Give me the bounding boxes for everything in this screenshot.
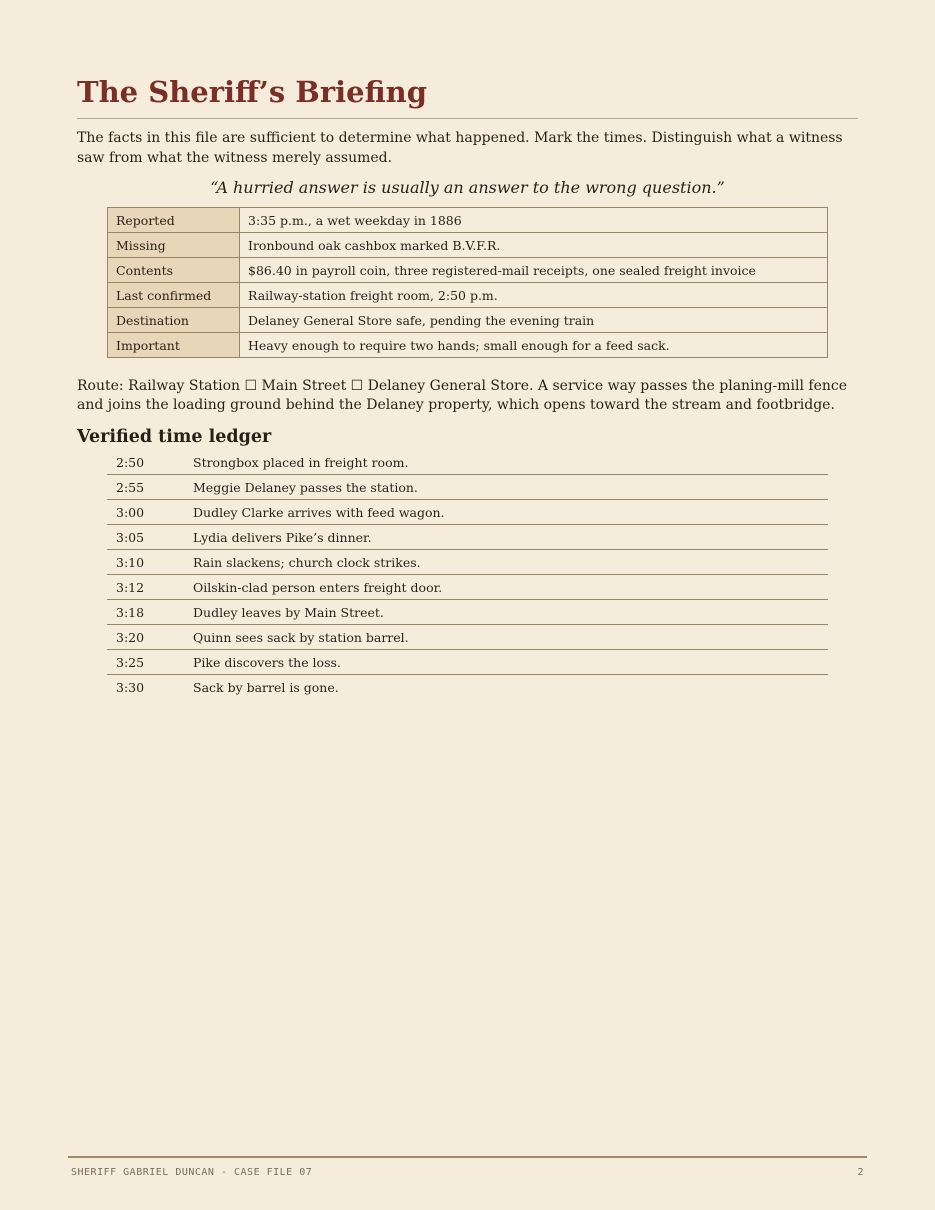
ledger-event: Pike discovers the loss. (193, 654, 341, 670)
table-row (108, 333, 828, 358)
briefing-page (77, 72, 858, 699)
table-row (108, 308, 828, 333)
ledger-time: 3:18 (116, 604, 145, 620)
fact-key: Missing (108, 233, 240, 258)
list-item (107, 600, 828, 625)
ledger-event: Meggie Delaney passes the station. (193, 479, 418, 495)
fact-key: Important (108, 333, 240, 358)
ledger-time: 2:50 (116, 454, 145, 470)
list-item (107, 500, 828, 525)
time-ledger (107, 450, 828, 699)
ledger-event: Lydia delivers Pike’s dinner. (193, 529, 372, 545)
page-footer (68, 1156, 867, 1178)
ledger-event: Sack by barrel is gone. (193, 679, 339, 695)
list-item (107, 675, 828, 699)
fact-value: 3:35 p.m., a wet weekday in 1886 (240, 208, 828, 233)
ledger-time: 3:05 (116, 529, 145, 545)
table-row (108, 283, 828, 308)
fact-key: Reported (108, 208, 240, 233)
ledger-time: 3:00 (116, 504, 145, 520)
ledger-time: 3:10 (116, 554, 145, 570)
ledger-event: Dudley Clarke arrives with feed wagon. (193, 504, 445, 520)
ledger-event: Dudley leaves by Main Street. (193, 604, 384, 620)
ledger-event: Strongbox placed in freight room. (193, 454, 409, 470)
ledger-time: 3:25 (116, 654, 145, 670)
list-item (107, 650, 828, 675)
fact-value: Heavy enough to require two hands; small enough for a feed sack. (240, 333, 828, 358)
ledger-time: 3:20 (116, 629, 145, 645)
fact-value: Delaney General Store safe, pending the evening train (240, 308, 828, 333)
footer-case-label: SHERIFF GABRIEL DUNCAN - CASE FILE 07 (71, 1167, 313, 1178)
ledger-event: Rain slackens; church clock strikes. (193, 554, 421, 570)
epigraph-quote: “A hurried answer is usually an answer to the wrong question.” (210, 178, 725, 197)
list-item (107, 525, 828, 550)
list-item (107, 575, 828, 600)
list-item (107, 450, 828, 475)
fact-key: Contents (108, 258, 240, 283)
list-item (107, 475, 828, 500)
ledger-event: Quinn sees sack by station barrel. (193, 629, 409, 645)
ledger-time: 2:55 (116, 479, 145, 495)
table-row (108, 258, 828, 283)
table-row (108, 233, 828, 258)
table-row (108, 208, 828, 233)
page-number: 2 (857, 1167, 864, 1178)
list-item (107, 550, 828, 575)
intro-paragraph: The facts in this file are sufficient to determine what happened. Mark the times. Distinguish what a witness saw from what the witness merely assumed. (77, 130, 843, 166)
ledger-event: Oilskin-clad person enters freight door. (193, 579, 443, 595)
case-facts-table (107, 207, 828, 358)
fact-key: Destination (108, 308, 240, 333)
fact-key: Last confirmed (108, 283, 240, 308)
ledger-heading: Verified time ledger (77, 427, 272, 447)
route-paragraph: Route: Railway Station ☐ Main Street ☐ Delaney General Store. A service way passes the planing-mill fence and joins the loading ground behind the Delaney property, which opens toward the stream and footbridge. (77, 378, 848, 413)
list-item (107, 625, 828, 650)
page-title: The Sheriff’s Briefing (77, 72, 858, 119)
ledger-time: 3:30 (116, 679, 145, 695)
fact-value: Ironbound oak cashbox marked B.V.F.R. (240, 233, 828, 258)
fact-value: Railway-station freight room, 2:50 p.m. (240, 283, 828, 308)
ledger-time: 3:12 (116, 579, 145, 595)
fact-value: $86.40 in payroll coin, three registered-mail receipts, one sealed freight invoice (240, 258, 828, 283)
